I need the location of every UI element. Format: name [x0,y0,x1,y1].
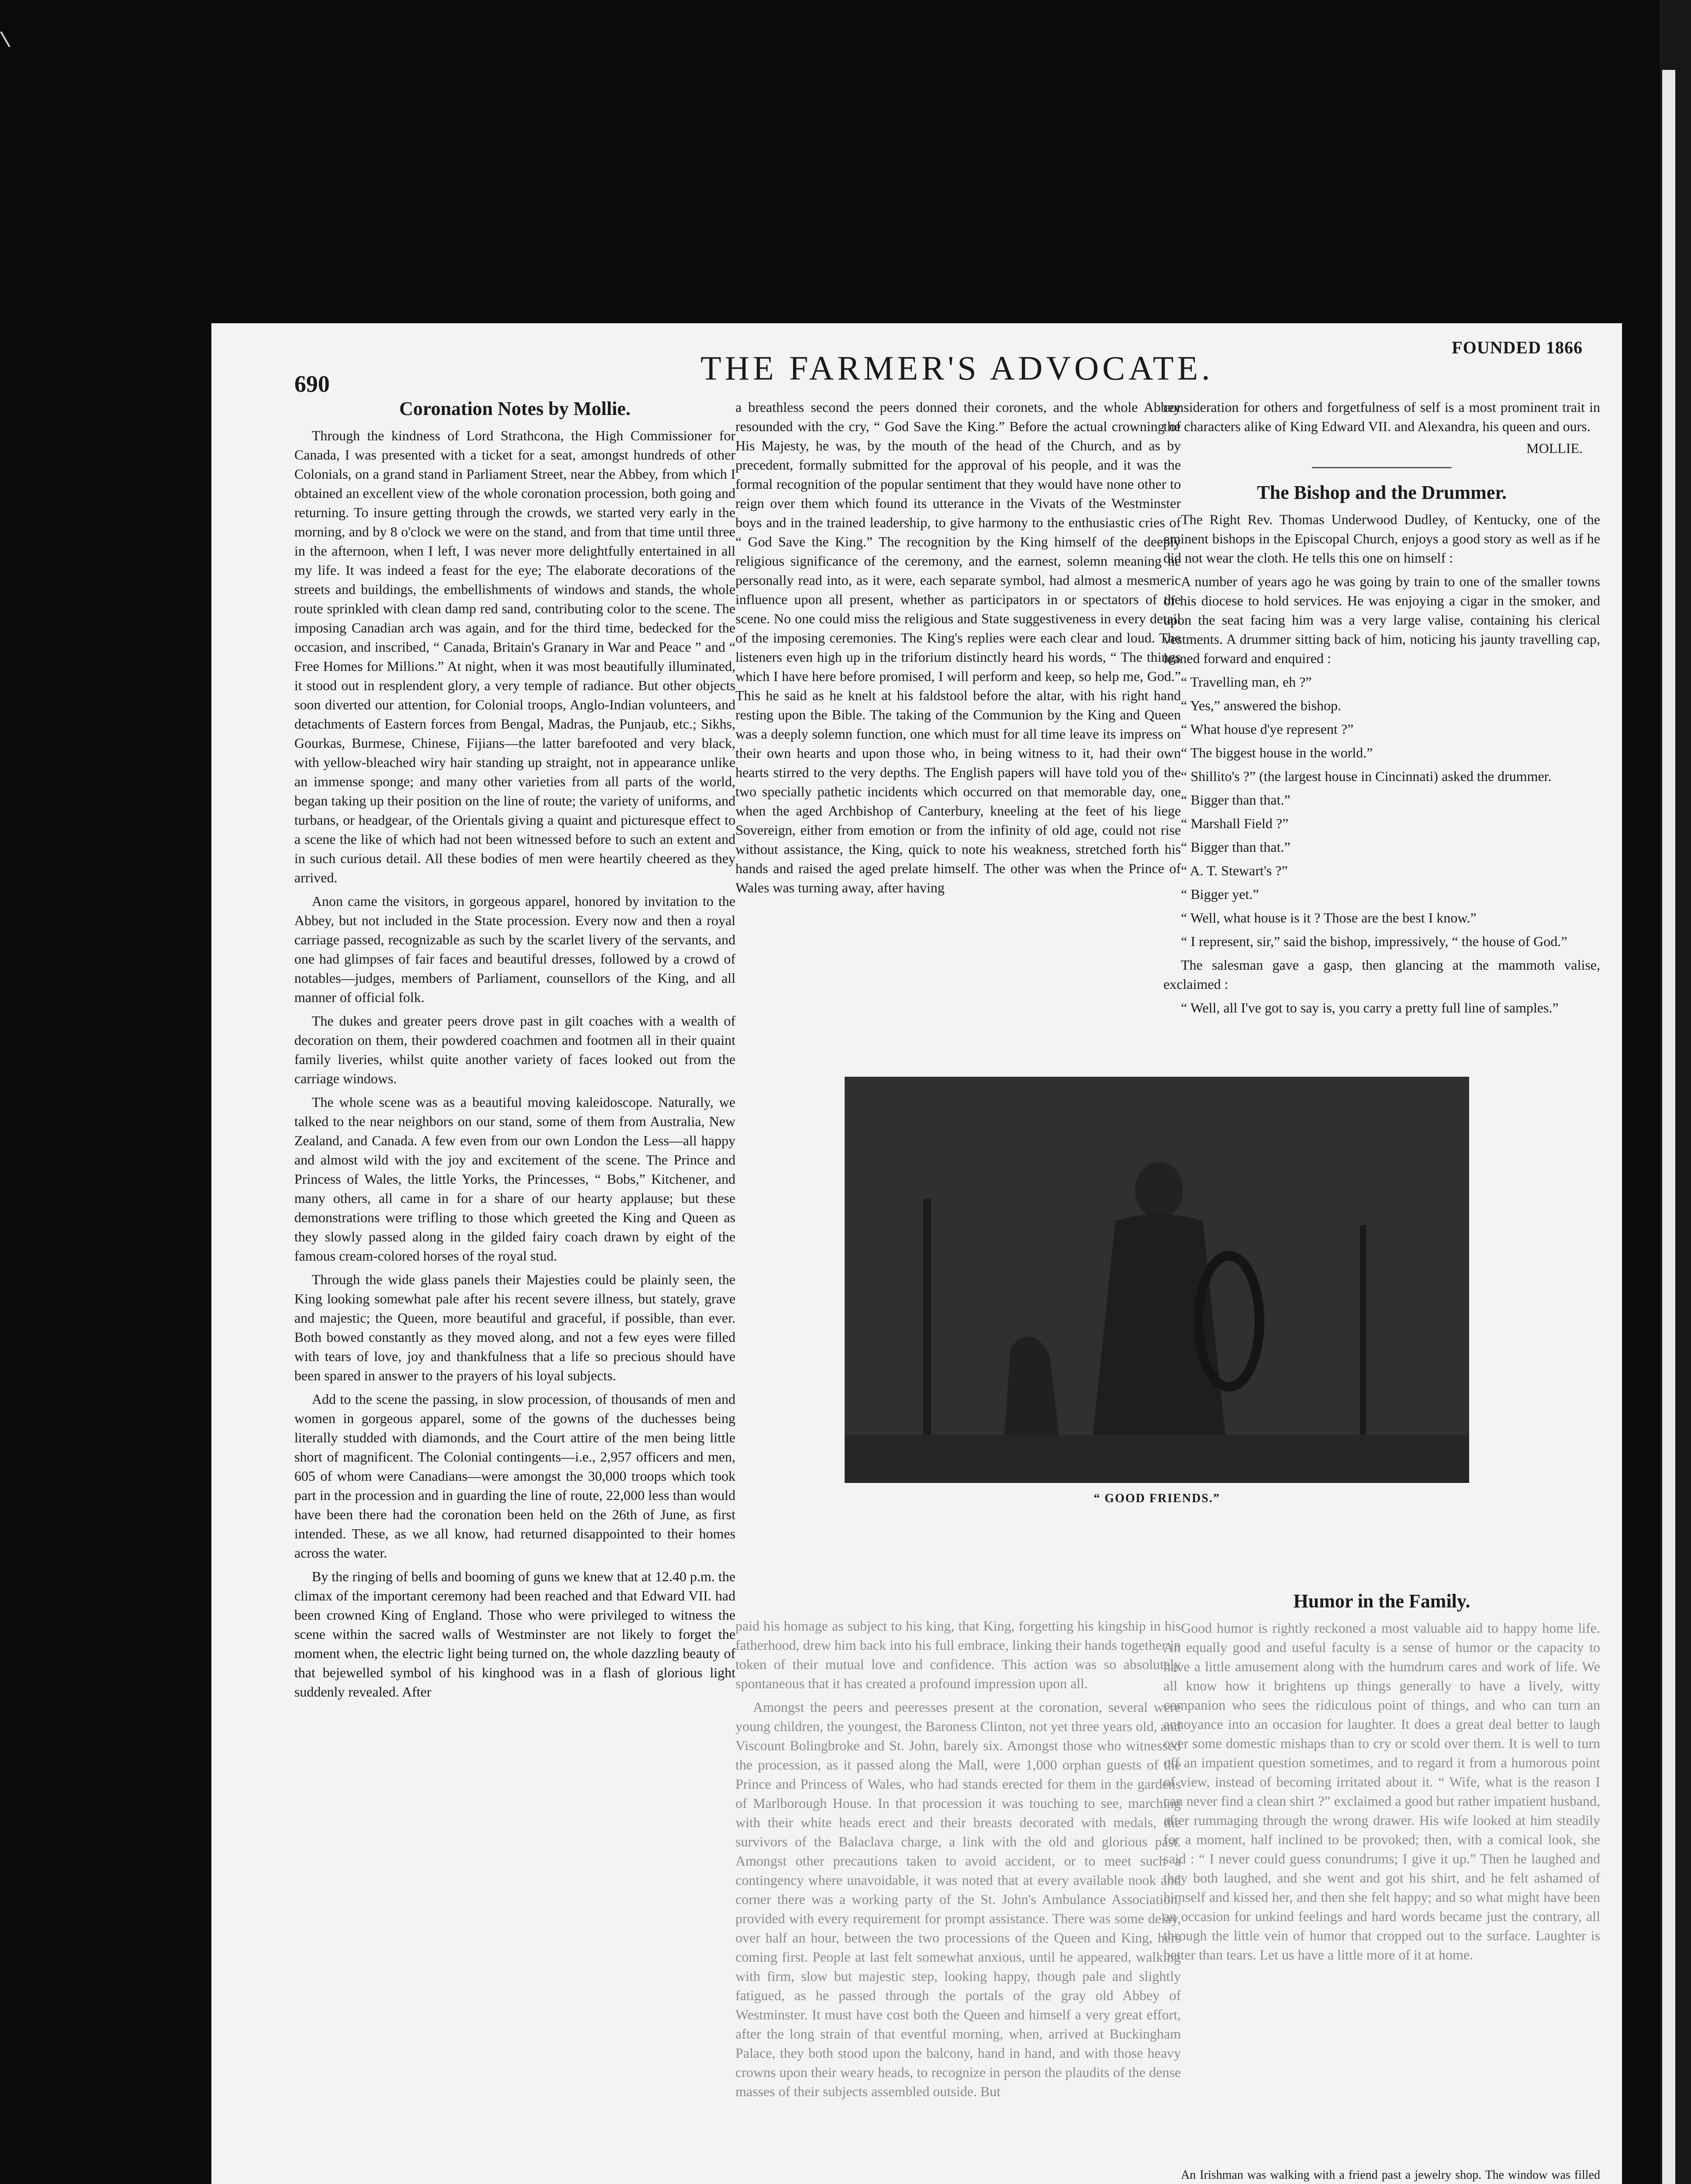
scan-mark [0,31,10,48]
photograph-good-friends [845,1077,1469,1483]
paragraph: consideration for others and forgetfulness of self is a most prominent trait in the characters alike of King Edward VII. and Alexandra, his queen and ours. [1163,399,1600,434]
paragraph: Anon came the visitors, in gorgeous apparel, honored by invitation to the Abbey, but not included in the State procession. Every now and then a royal carriage passed, recognizable as such by the scarlet livery of the servants, and one had glimpses of fair faces and beautiful dresses, followed by a crowd of notables—judges, members of Parliament, counsellors of the King, and all manner of official folk. [294,893,735,1005]
dialogue-line: The salesman gave a gasp, then glancing at the mammoth valise, exclaimed : [1163,957,1600,992]
dialogue-line: “ The biggest house in the world.” [1181,745,1373,760]
dialogue-line: “ Bigger yet.” [1181,886,1259,902]
signature: MOLLIE. [1526,440,1583,456]
paragraph: paid his homage as subject to his king, that King, forgetting his kingship in his fatherhood, drew him back into his full embrace, linking their hands together in token of their mutual love and confidence. This action was so absolutely spontaneous that it has created a profound impression upon all. [735,1618,1181,1691]
paragraph: The whole scene was as a beautiful moving kaleidoscope. Naturally, we talked to the near neighbors on our stand, some of them from Australia, New Zealand, and Canada. A few even from our own London the Less—all happy and almost wild with the joy and excitement of the scene. The Prince and Princess of Wales, the little Yorks, the Princesses, “ Bobs,” Kitchener, and many others, all came in for a share of our hearty applause; but these demonstrations were trifling to those which greeted the King and Queen as they slowly passed along in the gilded fairy coach drawn by eight of the famous cream-colored horses of the royal stud. [294,1094,735,1264]
dialogue-line: “ Shillito's ?” (the largest house in Cincinnati) asked the drummer. [1181,768,1552,784]
column-2-bottom [735,1616,1181,2184]
paragraph: A number of years ago he was going by train to one of the smaller towns of his diocese to hold services. He was enjoying a cigar in the smoker, and upon the seat facing him was a very large valise, containing his clerical vestments. A drummer sitting back of him, noticing his jaunty travelling cap, leaned forward and enquired : [1163,574,1600,666]
newspaper-page [211,323,1622,2184]
column-2-top [735,397,1181,1171]
masthead-title: THE FARMER'S ADVOCATE. [701,349,1214,387]
column-3-top [1163,397,1600,1171]
paragraph: The dukes and greater peers drove past in gilt coaches with a wealth of decoration on them, their powdered coachmen and footmen all in their quaint family liveries, whilst quite another variety of faces looked out from the carriage windows. [294,1013,735,1086]
anecdote-text: An Irishman was walking with a friend past a jewelry shop. The window was filled [1181,2168,1600,2182]
paragraph: By the ringing of bells and booming of guns we knew that at 12.40 p.m. the climax of the important ceremony had been reached and that Edward VII. had been crowned King of England. Those who were privileged to witness the scene within the sacred walls of Westminster are not likely to forget the moment when, the electric light being turned on, the whole dazzling beauty of that bejewelled symbol of his kinghood was in a flash of glorious light suddenly revealed. After [294,1569,735,1700]
dialogue-line: “ What house d'ye represent ?” [1181,721,1354,737]
article-title-coronation: Coronation Notes by Mollie. [399,398,631,419]
anecdote-box [1163,2167,1600,2184]
paragraph: Good humor is rightly reckoned a most valuable aid to happy home life. An equally good and useful faculty is a sense of humor or the capacity to have a little amusement along with the humdrum cares and work of life. We all know how it brightens up things generally to have a lively, witty companion who sees the ridiculous point of things, and who can turn an annoyance into an occasion for laughter. It does a great deal better to laugh over some domestic mishaps than to cry or scold over them. It is well to turn off an impatient question sometimes, and to regard it from a humorous point of view, instead of becoming irritated about it. “ Wife, what is the reason I can never find a clean shirt ?” exclaimed a good but rather impatient husband, after rummaging through the wrong drawer. His wife looked at him steadily for a moment, half inclined to be provoked; then, with a comical look, she said : “ I never could guess conundrums; I give it up.” Then he laughed and they both laughed, and she went and got his shirt, and he felt ashamed of himself and kissed her, and then she felt happy; and so what might have been an occasion for unkind feelings and hard words became just the contrary, all through the little vein of humor that cropped out to the surface. Laughter is better than tears. Let us have a little more of it at home. [1163,1620,1600,1963]
page-number: 690 [294,371,330,397]
dialogue-line: “ Marshall Field ?” [1181,816,1289,831]
scanner-edge-light [1662,70,1675,2184]
paragraph: a breathless second the peers donned their coronets, and the whole Abbey resounded with the cry, “ God Save the King.” Before the actual crowning of His Majesty, he was, by the mouth of the head of the Church, and as by precedent, formally submitted for the approval of his people, and it was the formal recognition of the popular sentiment that they would have none other to reign over them which found its utterance in the Vivats of the Westminster boys and in the trained leadership, to give harmony to the enthusiastic cries of “ God Save the King.” The recognition by the King himself of the deeply religious significance of the ceremony, and the earnest, solemn meaning he personally read into, as it were, each separate symbol, had almost a mesmeric influence upon all present, whether as participators in or spectators of the scene. No one could miss the religious and State suggestiveness in every detail of the imposing ceremonies. The King's replies were each clear and loud. The listeners even high up in the triforium distinctly heard his words, “ The things which I have here before promised, I will perform and keep, so help me, God.” This he said as he knelt at his faldstool before the altar, with his right hand resting upon the Bible. The taking of the Communion by the King and Queen was a deeply solemn function, one which must for all time leave its impress on their own hearts and upon those who, in being witness to it, had their own hearts stirred to the very depths. The English papers will have told you of the two specially pathetic incidents which occurred on that memorable day, one when the aged Archbishop of Canterbury, kneeling at the feet of his liege Sovereign, either from emotion or from the infinity of old age, could not rise without assistance, the King, quick to note his weakness, stretched forth his hands and raised the aged prelate himself. The other was when the Prince of Wales was turning away, after having [735,399,1181,895]
divider [1312,467,1452,468]
paragraph: Through the kindness of Lord Strathcona, the High Commissioner for Canada, I was presented with a ticket for a seat, amongst hundreds of other Colonials, on a grand stand in Parliament Street, near the Abbey, from which I obtained an excellent view of the whole coronation procession, both going and returning. To insure getting through the crowds, we started very early in the morning, and by 8 o'clock we were on the stand, and from that time until three in the afternoon, when I left, I was never more delightfully entertained in all my life. It was indeed a feast for the eye; The elaborate decorations of the streets and buildings, the embellishments of windows and stands, the whole route sprinkled with clean damp red sand, contributing color to the scene. The imposing Canadian arch was again, and for the third time, bedecked for the occasion, and inscribed, “ Canada, Britain's Granary in War and Peace ” and “ Free Homes for Millions.” At night, when it was most beautifully illuminated, it stood out in resplendent glory, a very temple of radiance. But other objects soon diverted our attention, for Colonial troops, Anglo-Indian volunteers, and detachments of Eastern forces from Bengal, Madras, the Punjaub, etc.; Sikhs, Gourkas, Burmese, Chinese, Fijians—the latter barefooted and very black, with yellow-bleached wiry hair standing up straight, not in appearance unlike an immense sponge; and many other varieties from all parts of the world, began taking up their position on the line of route; the variety of uniforms, and turbans, or headgear, of the Orientals giving a quaint and picturesque effect to a scene the like of which had not been witnessed before to such an extent and in such curious detail. All these bodies of men were heartily cheered as they arrived. [294,428,735,885]
dialogue-line: “ Yes,” answered the bishop. [1181,698,1342,713]
photo-illustration [845,1077,1469,1483]
paragraph: The Right Rev. Thomas Underwood Dudley, of Kentucky, one of the eminent bishops in the Episcopal Church, enjoys a good story as well as if he did not wear the cloth. He tells this one on himself : [1163,511,1600,566]
dialogue-line: “ Bigger than that.” [1181,839,1291,855]
dialogue-line: “ Travelling man, eh ?” [1181,674,1312,690]
article-title-bishop: The Bishop and the Drummer. [1257,482,1507,503]
column-1 [294,397,735,2184]
dialogue-line: “ Well, what house is it ? Those are the best I know.” [1181,910,1477,926]
photo-caption: “ GOOD FRIENDS.” [1094,1492,1220,1505]
founded-label: FOUNDED 1866 [1452,338,1583,357]
dialogue-line: “ Well, all I've got to say is, you carry a pretty full line of samples.” [1181,1000,1559,1016]
article-title-humor: Humor in the Family. [1293,1590,1470,1612]
paragraph: Through the wide glass panels their Majesties could be plainly seen, the King looking somewhat pale after his recent severe illness, but stately, grave and majestic; the Queen, more beautiful and graceful, if possible, than ever. Both bowed constantly as they moved along, and not a few eyes were filled with tears of love, joy and thankfulness that a life so precious should have been spared in answer to the prayers of his loyal subjects. [294,1272,735,1383]
dialogue-line: “ Bigger than that.” [1181,792,1291,808]
paragraph: Amongst the peers and peeresses present at the coronation, several were young children, the youngest, the Baroness Clinton, not yet three years old, and Viscount Bolingbroke and St. John, barely six. Amongst those who witnessed the procession, as it passed along the Mall, were 1,000 orphan guests of the Prince and Princess of Wales, who had stands erected for them in the gardens of Marlborough House. In that procession it was touching to see, marching with their white heads erect and their breasts decorated with medals, the survivors of the Balaclava charge, a link with the old and glorious past. Amongst other precautions taken to avoid accident, or to meet such a contingency where unavoidable, it was noted that at every available nook and corner there was a working party of the St. John's Ambulance Association, provided with every requirement for prompt assistance. There was some delay, over half an hour, between the two processions of the Queen and King, hers coming first. People at last felt somewhat anxious, until he appeared, walking with firm, slow but majestic step, looking happy, though pale and slightly fatigued, as he passed through the portals of the gray old Abbey of Westminster. It must have cost both the Queen and himself a very great effort, after the long strain of that eventful morning, when, arrived at Buckingham Palace, they both stood upon the balcony, hand in hand, and with those heavy crowns upon their weary heads, to recognize in person the plaudits of the dense masses of their subjects assembled outside. But [735,1699,1181,2099]
column-3-bottom [1163,1590,1600,2184]
dialogue-line: “ A. T. Stewart's ?” [1181,863,1288,878]
dialogue-line: “ I represent, sir,” said the bishop, impressively, “ the house of God.” [1181,933,1567,949]
paragraph: Add to the scene the passing, in slow procession, of thousands of men and women in gorgeous apparel, some of the gowns of the duchesses being literally studded with diamonds, and the Court attire of the men being little short of magnificent. The Colonial contingents—i.e., 2,957 officers and men, 605 of whom were Canadians—were amongst the 30,000 troops which took part in the procession and in guarding the line of route, 22,000 less than would have been there had the coronation been held on the 26th of June, as first intended. These, as we all know, had returned disappointed to their homes across the water. [294,1391,735,1561]
